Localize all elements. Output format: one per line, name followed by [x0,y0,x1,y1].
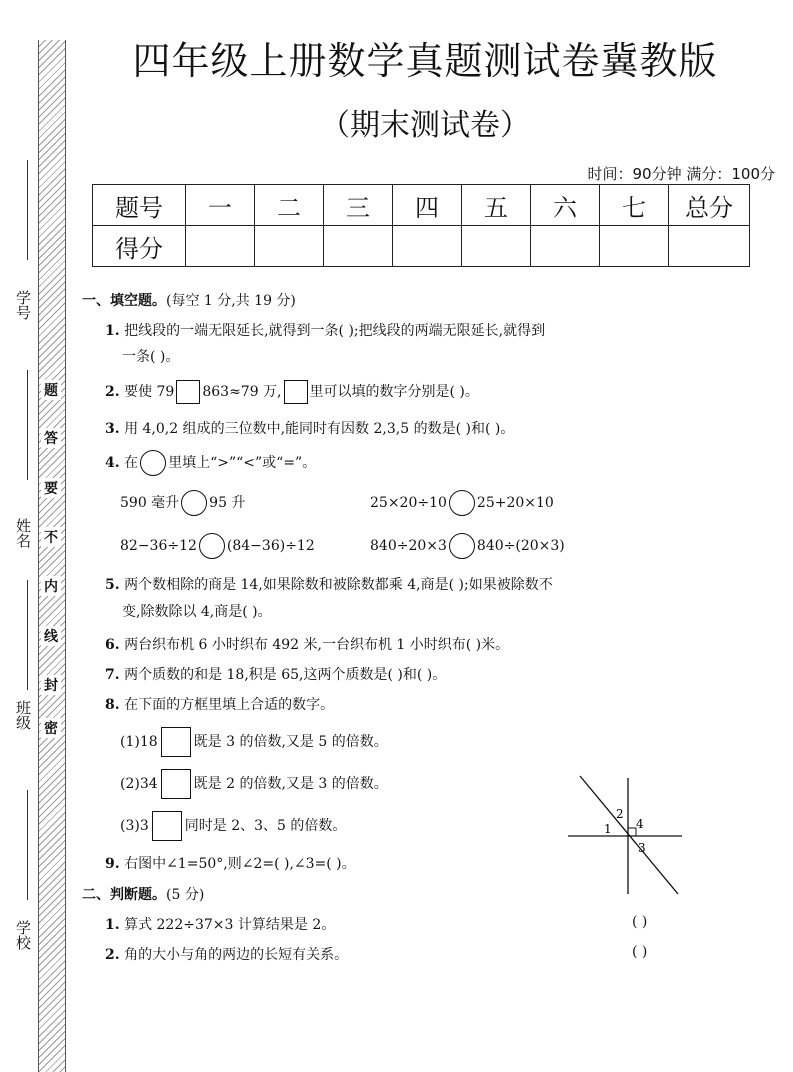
seal-char: 答 [41,428,61,448]
score-table [92,184,750,267]
label-name: 姓名 [14,518,32,548]
compare-left: 840÷20×3 [370,538,447,554]
score-header-cell: 总分 [669,185,750,226]
angle-label-2: 2 [616,807,624,821]
score-cell[interactable] [393,226,462,267]
question-number: 5. [105,577,120,593]
question-text: 里填上“>”“<”或“=”。 [168,455,317,471]
section2-heading [82,884,204,904]
question-number: 8. [105,697,120,713]
score-header-cell: 题号 [93,185,186,226]
compare-item [370,533,565,559]
judge-answer-2[interactable]: ( ) [632,944,648,960]
seal-char: 要 [41,478,61,498]
question-text: 同时是 2、3、5 的倍数。 [184,818,347,834]
question-5-line2 [122,601,272,621]
answer-box[interactable] [176,380,200,404]
time-info: 时间：90分钟 满分：100分 [587,165,775,183]
angle-label-4: 4 [636,817,644,831]
question-text: 要使 79 [124,384,175,400]
question-text: 在下面的方框里填上合适的数字。 [124,697,335,713]
score-header-cell: 六 [531,185,600,226]
angle-label-3: 3 [638,841,646,855]
section2-note: (5 分) [166,887,205,903]
question-text: 两个数相除的商是 14,如果除数和被除数都乘 4,商是( );如果被除数不 [124,577,553,593]
label-class: 班级 [14,700,32,730]
question-5 [105,574,553,594]
question-number: 6. [105,637,120,653]
question-text: 算式 222÷37×3 计算结果是 2。 [124,917,336,933]
question-4 [105,450,316,476]
question-text: 既是 2 的倍数,又是 3 的倍数。 [193,776,388,792]
section2-title: 二、判断题。 [82,887,166,903]
judge-question-2 [105,944,348,964]
question-1-line2 [122,346,179,366]
compare-circle[interactable] [449,533,475,559]
compare-left: 25×20÷10 [370,495,447,511]
question-text: 用 4,0,2 组成的三位数中,能同时有因数 2,3,5 的数是( )和( )。 [124,421,515,437]
answer-box[interactable] [284,380,308,404]
score-header-cell: 七 [600,185,669,226]
seal-char: 线 [41,626,61,646]
question-text: 里可以填的数字分别是( )。 [309,384,479,400]
question-text: (3)3 [120,818,149,834]
score-header-cell: 一 [186,185,255,226]
section1-note: (每空 1 分,共 19 分) [166,293,296,309]
question-text: (1)18 [120,734,158,750]
compare-item [120,490,245,516]
compare-left: 82−36÷12 [120,538,197,554]
seal-char: 题 [41,380,61,400]
seal-char: 不 [41,527,61,547]
score-cell[interactable] [186,226,255,267]
section1-title: 一、填空题。 [82,293,166,309]
question-number: 3. [105,421,120,437]
q8-part3 [120,811,346,841]
score-cell[interactable] [531,226,600,267]
score-row-label: 得分 [93,226,186,267]
question-text: 角的大小与角的两边的长短有关系。 [124,947,349,963]
question-text: 把线段的一端无限延长,就得到一条( );把线段的两端无限延长,就得到 [124,323,546,339]
label-school: 学校 [14,920,32,950]
question-text: 两个质数的和是 18,积是 65,这两个质数是( )和( )。 [124,667,447,683]
score-cell[interactable] [600,226,669,267]
figure-diagonal-line [580,776,678,894]
q8-part1 [120,727,388,757]
compare-circle[interactable] [449,490,475,516]
angle-label-1: 1 [604,822,612,836]
class-line [27,580,28,690]
seal-char: 封 [41,675,61,695]
score-cell[interactable] [462,226,531,267]
question-text: (2)34 [120,776,158,792]
angle-figure [560,770,690,900]
question-text: 既是 3 的倍数,又是 5 的倍数。 [193,734,388,750]
score-header-cell: 五 [462,185,531,226]
question-1 [105,320,545,340]
question-number: 1. [105,917,120,933]
compare-right: 840÷(20×3) [476,538,565,554]
score-header-cell: 四 [393,185,462,226]
score-cell[interactable] [324,226,393,267]
binding-margin [38,40,66,1072]
question-2 [105,380,479,404]
student-id-line [27,160,28,260]
seal-char: 内 [41,576,61,596]
question-text: 右图中∠1=50°,则∠2=( ),∠3=( )。 [124,856,356,872]
compare-right: 25+20×10 [476,495,554,511]
question-8 [105,694,334,714]
seal-char: 密 [41,718,61,738]
school-line [27,790,28,900]
question-text: 863≈79 万, [202,384,282,400]
judge-question-1 [105,914,335,934]
compare-circle[interactable] [181,490,207,516]
page-title: 四年级上册数学真题测试卷冀教版 [132,39,718,83]
score-cell[interactable] [669,226,750,267]
question-number: 9. [105,856,120,872]
question-3 [105,418,514,438]
compare-item [120,533,315,559]
name-line [27,370,28,480]
question-text: 两台织布机 6 小时织布 492 米,一台织布机 1 小时织布( )米。 [124,637,510,653]
label-student-id: 学号 [14,290,32,320]
question-9 [105,853,356,873]
page-subtitle: （期末测试卷） [320,108,530,143]
question-text: 在 [124,455,139,471]
question-text: 变,除数除以 4,商是( )。 [122,604,272,620]
question-number: 4. [105,455,120,471]
score-header-cell: 二 [255,185,324,226]
compare-circle[interactable] [199,533,225,559]
compare-right: 95 升 [209,495,246,511]
answer-box[interactable] [161,727,191,757]
score-cell[interactable] [255,226,324,267]
score-header-cell: 三 [324,185,393,226]
question-text: 一条( )。 [122,349,180,365]
q8-part2 [120,769,388,799]
question-number: 1. [105,323,120,339]
question-7 [105,664,446,684]
compare-right: (84−36)÷12 [226,538,315,554]
compare-item [370,490,554,516]
question-6 [105,634,509,654]
section1-heading [82,290,296,310]
circle-icon [140,450,166,476]
judge-answer-1[interactable]: ( ) [632,914,648,930]
question-number: 2. [105,384,120,400]
compare-left: 590 毫升 [120,495,180,511]
answer-box[interactable] [152,811,182,841]
question-number: 2. [105,947,120,963]
question-number: 7. [105,667,120,683]
answer-box[interactable] [161,769,191,799]
